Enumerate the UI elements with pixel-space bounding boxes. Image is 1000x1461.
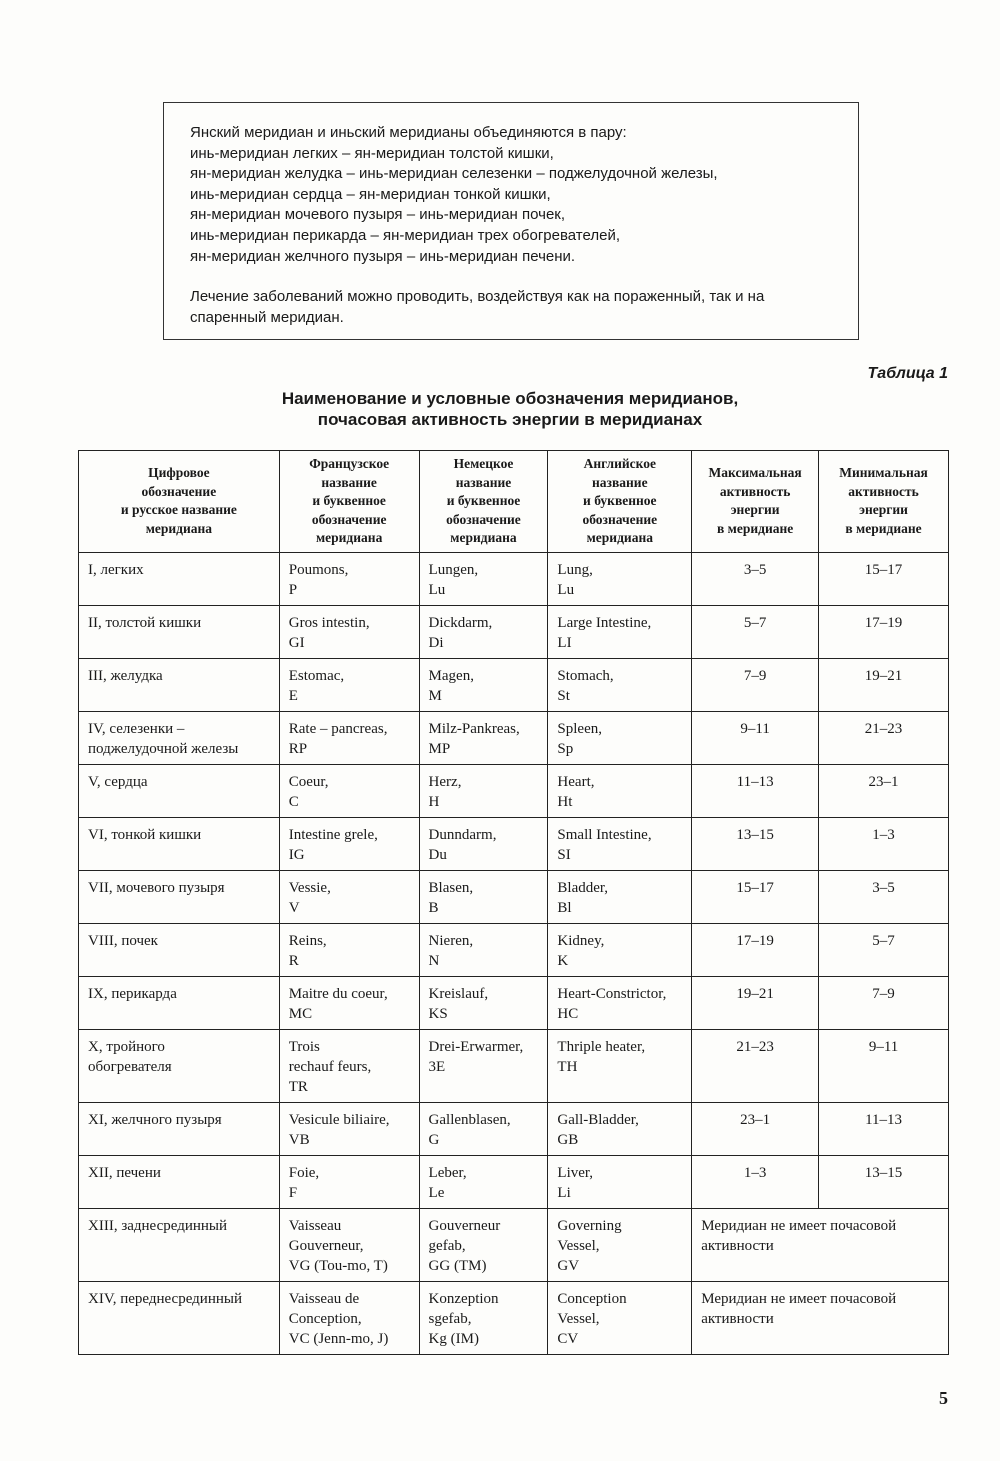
cell-line: Trois — [288, 1038, 320, 1055]
column-header — [419, 451, 548, 553]
german-name-cell — [419, 658, 548, 711]
english-name-cell — [548, 817, 692, 870]
meridian-name-cell — [79, 1208, 280, 1281]
column-header-line: обозначение — [141, 483, 217, 499]
info-note-line: спаренный меридиан. — [190, 308, 344, 326]
column-header-line: в меридиане — [845, 520, 922, 536]
cell-line: Ht — [557, 793, 573, 810]
cell-line: Lu — [557, 581, 575, 598]
german-name-cell — [419, 1102, 548, 1155]
cell-line: V — [288, 899, 300, 916]
english-name-cell — [548, 658, 692, 711]
cell-line: Меридиан не имеет почасовой — [701, 1217, 897, 1234]
column-header — [279, 451, 419, 553]
cell-line: SI — [557, 846, 571, 863]
french-name-cell — [279, 658, 419, 711]
column-header-line: название — [455, 474, 512, 490]
cell-line: G — [428, 1131, 440, 1148]
cell-line: VG (Tou-mo, T) — [288, 1257, 388, 1274]
min-activity-cell: 5–7 — [819, 923, 949, 976]
column-header-line: меридиана — [586, 530, 653, 545]
cell-line: Nieren, — [428, 932, 474, 949]
cell-line: Maitre du coeur, — [288, 985, 388, 1002]
cell-line: Меридиан не имеет почасовой — [701, 1290, 897, 1307]
min-activity-cell: 7–9 — [819, 976, 949, 1029]
table-title-line: Наименование и условные обозначения меридианов, — [281, 389, 739, 408]
column-header-line: название — [592, 474, 648, 490]
column-header-line: название — [321, 474, 377, 490]
german-name-cell — [419, 764, 548, 817]
french-name-cell — [279, 711, 419, 764]
english-name-cell — [548, 1208, 692, 1281]
cell-line: IV, селезенки – — [88, 720, 185, 737]
cell-line: Gall-Bladder, — [557, 1111, 639, 1128]
cell-line: Milz-Pankreas, — [428, 720, 520, 737]
column-header — [548, 451, 692, 553]
column-header-line: активность — [719, 483, 791, 499]
info-line: инь-меридиан легких – ян-меридиан толстой кишки, — [190, 144, 554, 162]
min-activity-cell: 19–21 — [819, 658, 949, 711]
cell-line: St — [557, 687, 570, 704]
min-activity-cell: 11–13 — [819, 1102, 949, 1155]
cell-line: Leber, — [428, 1164, 467, 1181]
table-row — [79, 1155, 949, 1208]
max-activity-cell: 17–19 — [692, 923, 819, 976]
meridian-name-cell — [79, 1155, 280, 1208]
cell-line: Spleen, — [557, 720, 602, 737]
column-header-line: в меридиане — [716, 520, 794, 536]
french-name-cell — [279, 1029, 419, 1102]
info-line: ян-меридиан желчного пузыря – инь-меридиан печени. — [190, 247, 576, 265]
column-header-line: и буквенное — [583, 493, 657, 508]
column-header-line: меридиана — [315, 530, 383, 545]
cell-line: IX, перикарда — [88, 985, 177, 1002]
german-name-cell — [419, 552, 548, 605]
table-row — [79, 658, 949, 711]
min-activity-cell: 9–11 — [819, 1029, 949, 1102]
info-line: Янский меридиан и иньский меридианы объединяются в пару: — [190, 124, 627, 141]
german-name-cell — [419, 1281, 548, 1354]
cell-line: Conception, — [288, 1310, 362, 1327]
column-header-line: и русское название — [120, 502, 237, 518]
cell-line: Herz, — [428, 773, 462, 790]
column-header — [79, 451, 280, 553]
cell-line: Reins, — [288, 932, 327, 949]
table-row — [79, 1208, 949, 1281]
french-name-cell — [279, 1281, 419, 1354]
french-name-cell — [279, 605, 419, 658]
cell-line: TH — [557, 1058, 578, 1075]
activity-note-cell — [692, 1208, 949, 1281]
cell-line: N — [428, 952, 440, 969]
cell-line: Di — [428, 634, 444, 651]
cell-line: Konzeption — [428, 1290, 499, 1307]
table-row — [79, 1029, 949, 1102]
cell-line: Gouverneur — [428, 1217, 501, 1234]
column-header-line: энергии — [859, 502, 908, 518]
cell-line: Intestine grele, — [288, 826, 378, 843]
cell-line: Stomach, — [557, 667, 614, 684]
table-row — [79, 552, 949, 605]
table-row — [79, 711, 949, 764]
german-name-cell — [419, 817, 548, 870]
max-activity-cell: 5–7 — [692, 605, 819, 658]
max-activity-cell: 21–23 — [692, 1029, 819, 1102]
meridian-name-cell — [79, 923, 280, 976]
cell-line: Du — [428, 846, 447, 863]
cell-line: обогревателя — [88, 1058, 172, 1075]
column-header-line: меридиана — [145, 520, 213, 536]
table-row — [79, 605, 949, 658]
cell-line: Lu — [428, 581, 446, 598]
cell-line: Heart-Constrictor, — [557, 985, 667, 1002]
column-header-line: Французское — [309, 456, 390, 471]
min-activity-cell: 23–1 — [819, 764, 949, 817]
table-row — [79, 923, 949, 976]
column-header-line: меридиана — [450, 530, 517, 545]
cell-line: III, желудка — [88, 667, 163, 684]
max-activity-cell: 7–9 — [692, 658, 819, 711]
column-header-line: активность — [848, 483, 919, 499]
meridian-name-cell — [79, 976, 280, 1029]
cell-line: VII, мочевого пузыря — [88, 879, 225, 896]
cell-line: II, толстой кишки — [88, 614, 202, 631]
activity-note-cell — [692, 1281, 949, 1354]
cell-line: Estomac, — [288, 667, 345, 684]
german-name-cell — [419, 976, 548, 1029]
english-name-cell — [548, 1281, 692, 1354]
cell-line: Thriple heater, — [557, 1038, 646, 1055]
cell-line: VC (Jenn-mo, J) — [288, 1330, 389, 1347]
min-activity-cell: 17–19 — [819, 605, 949, 658]
column-header — [692, 451, 819, 553]
info-box — [163, 102, 859, 340]
info-note-line: Лечение заболеваний можно проводить, воздействуя как на пораженный, так и на — [190, 288, 765, 306]
cell-line: IG — [288, 846, 305, 863]
column-header-line: обозначение — [582, 511, 658, 527]
cell-line: MP — [428, 740, 451, 757]
cell-line: GG (TM) — [428, 1257, 487, 1274]
max-activity-cell: 11–13 — [692, 764, 819, 817]
meridian-name-cell — [79, 1102, 280, 1155]
cell-line: KS — [428, 1005, 448, 1022]
cell-line: M — [428, 687, 442, 704]
meridian-name-cell — [79, 870, 280, 923]
min-activity-cell: 1–3 — [819, 817, 949, 870]
column-header-line: обозначение — [311, 511, 387, 527]
min-activity-cell: 3–5 — [819, 870, 949, 923]
meridian-name-cell — [79, 711, 280, 764]
cell-line: Small Intestine, — [557, 826, 652, 843]
cell-line: Gouverneur, — [288, 1237, 364, 1254]
cell-line: Vessel, — [557, 1237, 600, 1254]
cell-line: Le — [428, 1184, 445, 1201]
cell-line: XII, печени — [88, 1164, 161, 1181]
english-name-cell — [548, 764, 692, 817]
cell-line: rechauf feurs, — [288, 1058, 372, 1075]
cell-line: GV — [557, 1257, 580, 1274]
table-row — [79, 817, 949, 870]
column-header — [819, 451, 949, 553]
cell-line: sgefab, — [428, 1310, 472, 1327]
column-header-line: энергии — [730, 502, 780, 518]
max-activity-cell: 1–3 — [692, 1155, 819, 1208]
german-name-cell — [419, 605, 548, 658]
column-header-line: Минимальная — [839, 465, 928, 481]
meridian-name-cell — [79, 817, 280, 870]
cell-line: X, тройного — [88, 1038, 165, 1055]
table-row — [79, 870, 949, 923]
english-name-cell — [548, 605, 692, 658]
german-name-cell — [419, 1155, 548, 1208]
column-header-line: и буквенное — [312, 493, 386, 508]
cell-line: Vaisseau — [288, 1217, 342, 1234]
min-activity-cell: 13–15 — [819, 1155, 949, 1208]
german-name-cell — [419, 870, 548, 923]
cell-line: Gallenblasen, — [428, 1111, 511, 1128]
column-header-line: и буквенное — [446, 493, 521, 508]
cell-line: поджелудочной железы — [88, 740, 239, 757]
column-header-line: Цифровое — [148, 465, 210, 481]
table-title — [200, 388, 820, 430]
cell-line: P — [288, 581, 298, 598]
cell-line: Foie, — [288, 1164, 320, 1181]
french-name-cell — [279, 1208, 419, 1281]
french-name-cell — [279, 764, 419, 817]
column-header-line: Английское — [583, 456, 657, 471]
french-name-cell — [279, 817, 419, 870]
meridian-name-cell — [79, 1029, 280, 1102]
english-name-cell — [548, 976, 692, 1029]
cell-line: B — [428, 899, 439, 916]
column-header-line: обозначение — [446, 511, 521, 527]
cell-line: Conception — [557, 1290, 627, 1307]
cell-line: MC — [288, 1005, 313, 1022]
cell-line: GI — [288, 634, 305, 651]
english-name-cell — [548, 923, 692, 976]
cell-line: Bladder, — [557, 879, 609, 896]
cell-line: Lungen, — [428, 561, 479, 578]
table-row — [79, 1102, 949, 1155]
table-row — [79, 1281, 949, 1354]
meridian-table — [78, 450, 949, 1355]
english-name-cell — [548, 552, 692, 605]
max-activity-cell: 15–17 — [692, 870, 819, 923]
cell-line: TR — [288, 1078, 308, 1095]
cell-line: XIV, переднесрединный — [88, 1290, 242, 1307]
meridian-name-cell — [79, 605, 280, 658]
min-activity-cell: 15–17 — [819, 552, 949, 605]
table-title-line: почасовая активность энергии в меридианах — [317, 410, 703, 429]
german-name-cell — [419, 1029, 548, 1102]
cell-line: HC — [557, 1005, 579, 1022]
cell-line: VB — [288, 1131, 310, 1148]
cell-line: VI, тонкой кишки — [88, 826, 202, 843]
cell-line: XI, желчного пузыря — [88, 1111, 222, 1128]
table-label: Таблица 1 — [867, 365, 948, 382]
info-line: инь-меридиан сердца – ян-меридиан тонкой кишки, — [190, 185, 551, 203]
table-header-row — [79, 451, 949, 553]
cell-line: H — [428, 793, 440, 810]
meridian-name-cell — [79, 552, 280, 605]
cell-line: Kg (IM) — [428, 1330, 479, 1347]
column-header-line: Максимальная — [708, 465, 802, 481]
meridian-name-cell — [79, 764, 280, 817]
cell-line: 3E — [428, 1058, 446, 1075]
cell-line: Bl — [557, 899, 572, 916]
cell-line: I, легких — [88, 561, 144, 578]
column-header-line: Немецкое — [453, 456, 514, 471]
cell-line: R — [288, 952, 299, 969]
cell-line: Kidney, — [557, 932, 605, 949]
max-activity-cell: 3–5 — [692, 552, 819, 605]
cell-line: Vesicule biliaire, — [288, 1111, 390, 1128]
german-name-cell — [419, 711, 548, 764]
french-name-cell — [279, 1102, 419, 1155]
cell-line: Vaisseau de — [288, 1290, 360, 1307]
cell-line: F — [288, 1184, 298, 1201]
cell-line: Sp — [557, 740, 574, 757]
cell-line: Liver, — [557, 1164, 594, 1181]
info-line: ян-меридиан желудка – инь-меридиан селезенки – поджелудочной железы, — [190, 165, 718, 183]
cell-line: Li — [557, 1184, 571, 1201]
french-name-cell — [279, 923, 419, 976]
cell-line: gefab, — [428, 1237, 466, 1254]
french-name-cell — [279, 976, 419, 1029]
cell-line: Magen, — [428, 667, 474, 684]
max-activity-cell: 19–21 — [692, 976, 819, 1029]
english-name-cell — [548, 1102, 692, 1155]
cell-line: Poumons, — [288, 561, 349, 578]
cell-line: Large Intestine, — [557, 614, 652, 631]
french-name-cell — [279, 1155, 419, 1208]
cell-line: RP — [288, 740, 308, 757]
cell-line: CV — [557, 1330, 579, 1347]
cell-line: активности — [701, 1310, 774, 1327]
cell-line: Dunndarm, — [428, 826, 497, 843]
info-line: ян-меридиан мочевого пузыря – инь-меридиан почек, — [190, 206, 566, 224]
cell-line: Rate – pancreas, — [288, 720, 388, 737]
cell-line: K — [557, 952, 569, 969]
cell-line: Governing — [557, 1217, 622, 1234]
table-row — [79, 764, 949, 817]
max-activity-cell: 9–11 — [692, 711, 819, 764]
cell-line: XIII, заднесрединный — [88, 1217, 228, 1234]
cell-line: Dickdarm, — [428, 614, 493, 631]
page-number: 5 — [939, 1388, 948, 1408]
english-name-cell — [548, 1155, 692, 1208]
cell-line: Gros intestin, — [288, 614, 370, 631]
cell-line: Vessie, — [288, 879, 331, 896]
french-name-cell — [279, 552, 419, 605]
meridian-name-cell — [79, 1281, 280, 1354]
cell-line: Lung, — [557, 561, 593, 578]
french-name-cell — [279, 870, 419, 923]
cell-line: GB — [557, 1131, 579, 1148]
max-activity-cell: 23–1 — [692, 1102, 819, 1155]
info-line: инь-меридиан перикарда – ян-меридиан трех обогревателей, — [190, 226, 620, 244]
english-name-cell — [548, 1029, 692, 1102]
cell-line: E — [288, 687, 298, 704]
cell-line: VIII, почек — [88, 932, 158, 949]
cell-line: V, сердца — [88, 773, 148, 790]
english-name-cell — [548, 711, 692, 764]
english-name-cell — [548, 870, 692, 923]
cell-line: Kreislauf, — [428, 985, 489, 1002]
german-name-cell — [419, 923, 548, 976]
cell-line: активности — [701, 1237, 774, 1254]
min-activity-cell: 21–23 — [819, 711, 949, 764]
cell-line: Drei-Erwarmer, — [428, 1038, 524, 1055]
cell-line: C — [288, 793, 299, 810]
cell-line: Blasen, — [428, 879, 474, 896]
cell-line: Vessel, — [557, 1310, 600, 1327]
german-name-cell — [419, 1208, 548, 1281]
table-row — [79, 976, 949, 1029]
cell-line: Heart, — [557, 773, 595, 790]
cell-line: Coeur, — [288, 773, 329, 790]
cell-line: LI — [557, 634, 572, 651]
max-activity-cell: 13–15 — [692, 817, 819, 870]
meridian-name-cell — [79, 658, 280, 711]
